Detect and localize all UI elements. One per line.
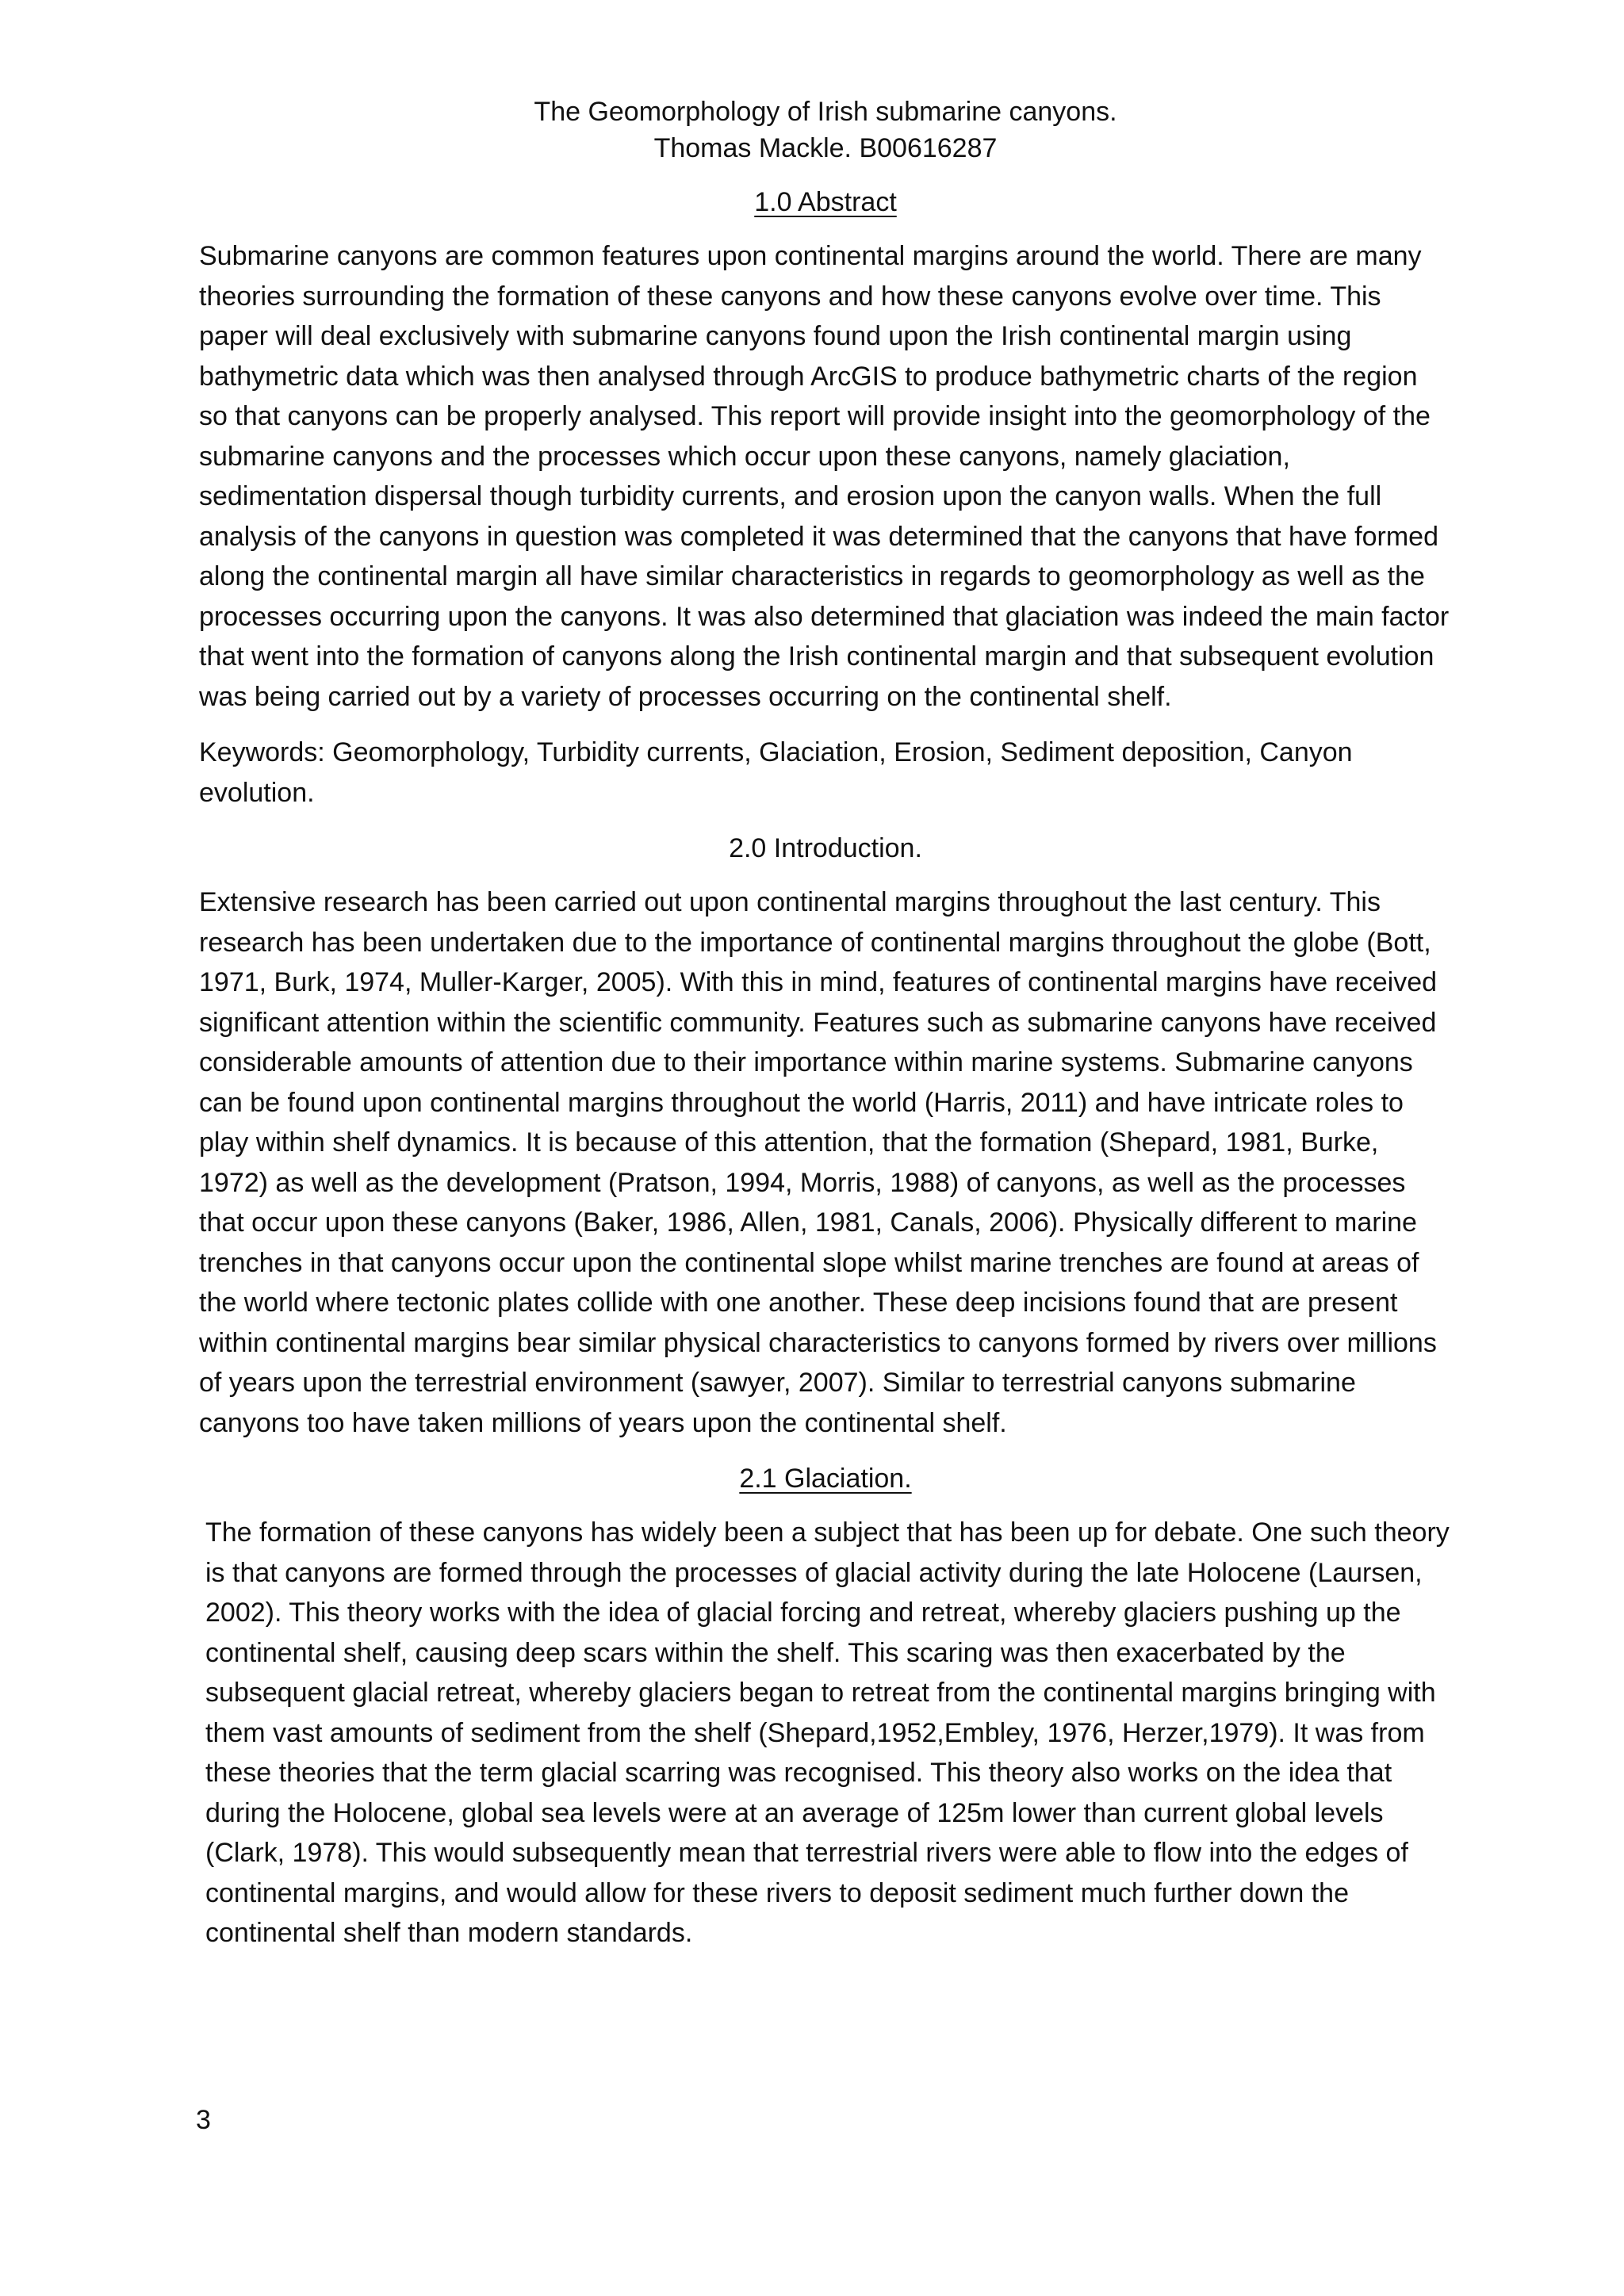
abstract-heading — [199, 184, 1452, 220]
page-content — [199, 94, 1452, 1969]
introduction-heading — [199, 830, 1452, 867]
keywords-paragraph: Keywords: Geomorphology, Turbidity currents, Glaciation, Erosion, Sediment deposition, Canyon evolution. — [199, 737, 1353, 808]
page-number: 3 — [196, 2105, 211, 2135]
glaciation-heading — [199, 1460, 1452, 1497]
introduction-heading-text: 2.0 Introduction. — [729, 833, 922, 863]
paper-title: The Geomorphology of Irish submarine canyons. — [534, 97, 1117, 127]
author-line: Thomas Mackle. B00616287 — [653, 133, 998, 163]
abstract-heading-text: 1.0 Abstract — [754, 187, 897, 217]
abstract-paragraph: Submarine canyons are common features upon continental margins around the world. There are many theories surrounding the formation of these canyons and how these canyons evolve over time. This paper will deal exclusively with submarine canyons found upon the Irish continental margin using bathymetric data which was then analysed through ArcGIS to produce bathymetric charts of the region so that canyons can be properly analysed. This report will provide insight into the geomorphology of the submarine canyons and the processes which occur upon these canyons, namely glaciation, sedimentation dispersal though turbidity currents, and erosion upon the canyon walls. When the full analysis of the canyons in question was completed it was determined that the canyons that have formed along the continental margin all have similar characteristics in regards to geomorphology as well as the processes occurring upon the canyons. It was also determined that glaciation was indeed the main factor that went into the formation of canyons along the Irish continental margin and that subsequent evolution was being carried out by a variety of processes occurring on the continental shelf. — [199, 241, 1450, 712]
glaciation-paragraph: The formation of these canyons has widely been a subject that has been up for debate. One such theory is that canyons are formed through the processes of glacial activity during the late Holocene (Laursen, 2002). This theory works with the idea of glacial forcing and retreat, whereby glaciers pushing up the continental shelf, causing deep scars within the shelf. This scaring was then exacerbated by the subsequent glacial retreat, whereby glaciers began to retreat from the continental margins bringing with them vast amounts of sediment from the shelf (Shepard,1952,Embley, 1976, Herzer,1979). It was from these theories that the term glacial scarring was recognised. This theory also works on the idea that during the Holocene, global sea levels were at an average of 125m lower than current global levels (Clark, 1978). This would subsequently mean that terrestrial rivers were able to flow into the edges of continental margins, and would allow for these rivers to deposit sediment much further down the continental shelf than modern standards. — [205, 1517, 1450, 1948]
introduction-paragraph: Extensive research has been carried out upon continental margins throughout the last century. This research has been undertaken due to the importance of continental margins throughout the globe (Bott, 1971, Burk, 1974, Muller-Karger, 2005). With this in mind, features of continental margins have received significant attention within the scientific community. Features such as submarine canyons have received considerable amounts of attention due to their importance within marine systems. Submarine canyons can be found upon continental margins throughout the world (Harris, 2011) and have intricate roles to play within shelf dynamics. It is because of this attention, that the formation (Shepard, 1981, Burke, 1972) as well as the development (Pratson, 1994, Morris, 1988) of canyons, as well as the processes that occur upon these canyons (Baker, 1986, Allen, 1981, Canals, 2006). Physically different to marine trenches in that canyons occur upon the continental slope whilst marine trenches are found at areas of the world where tectonic plates collide with one another. These deep incisions found that are present within continental margins bear similar physical characteristics to canyons formed by rivers over millions of years upon the terrestrial environment (sawyer, 2007). Similar to terrestrial canyons submarine canyons too have taken millions of years upon the continental shelf. — [199, 887, 1438, 1438]
glaciation-heading-text: 2.1 Glaciation. — [739, 1464, 912, 1494]
